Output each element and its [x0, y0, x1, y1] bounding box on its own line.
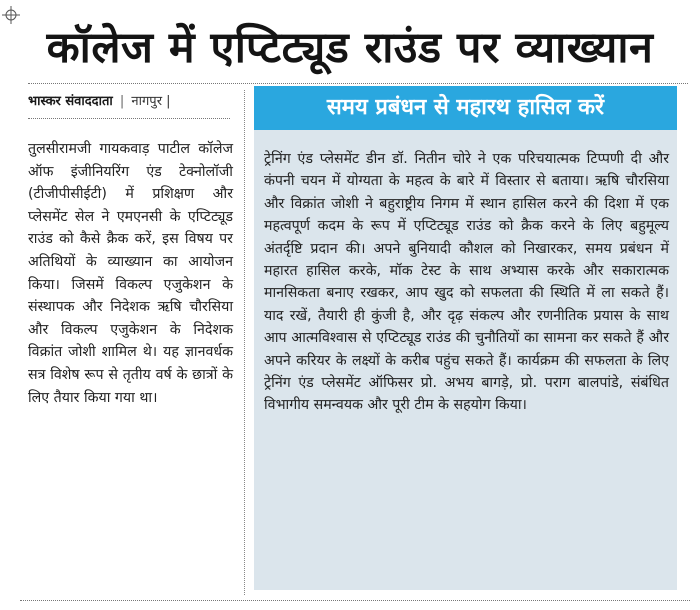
- headline: कॉलेज में एप्टिट्यूड राउंड पर व्याख्यान: [46, 23, 654, 73]
- left-column-body: तुलसीरामजी गायकवाड़ पाटील कॉलेज ऑफ इंजीनियरिंग एंड टेक्नोलॉजी (टीजीपीसीईटी) में प्रशिक्षण और प्लेसमेंट सेल ने एमएनसी के एप्टिट्यूड राउंड को कैसे क्रैक करें, इस विषय पर अतिथियों के व्याख्यान का आयोजन किया। जिसमें विकल्प एजुकेशन के संस्थापक और निदेशक ऋषि चौरसिया और विकल्प एजुकेशन के निदेशक विक्रांत जोशी शामिल थे। यह ज्ञानवर्धक सत्र विशेष रूप से तृतीय वर्ष के छात्रों के लिए तैयार किया गया था।: [28, 141, 233, 406]
- bottom-divider: [20, 600, 690, 601]
- column-divider: [244, 90, 245, 595]
- byline-separator: |: [119, 94, 125, 109]
- subheading: समय प्रबंधन से महारथ हासिल करें: [254, 86, 677, 130]
- byline-bureau: भास्कर संवाददाता: [28, 94, 113, 109]
- byline: [28, 92, 171, 112]
- byline-city: नागपुर |: [131, 94, 171, 109]
- right-column-body: ट्रेनिंग एंड प्लेसमेंट डीन डॉ. नितीन चोरे ने एक परिचयात्मक टिप्पणी दी और कंपनी चयन में योग्यता के महत्व के बारे में विस्तार से बताया। ऋषि चौरसिया और विक्रांत जोशी ने बहुराष्ट्रीय निगम में स्थान हासिल करने की दिशा में एक महत्वपूर्ण कदम के रूप में एप्टिट्यूड राउंड को क्रैक करने के लिए बहुमूल्य अंतर्दृष्टि प्रदान की। अपने बुनियादी कौशल को निखारकर, समय प्रबंधन में महारत हासिल करके, मॉक टेस्ट के साथ अभ्यास करके और सकारात्मक मानसिकता बनाए रखकर, आप खुद को सफलता की स्थिति में ला सकते हैं। याद रखें, तैयारी ही कुंजी है, और दृढ़ संकल्प और रणनीतिक प्रयास के साथ आप आत्मविश्वास से एप्टिट्यूड राउंड की चुनौतियों का सामना कर सकते हैं और अपने करियर के लक्ष्यों के करीब पहुंच सकते हैं। कार्यक्रम की सफलता के लिए ट्रेनिंग एंड प्लेसमेंट ऑफिसर प्रो. अभय बागड़े, प्रो. पराग बालपांडे, संबंधित विभागीय समन्वयक और पूरी टीम के सहयोग किया।: [264, 151, 669, 414]
- byline-divider: [28, 118, 230, 119]
- headline-divider: [28, 83, 688, 84]
